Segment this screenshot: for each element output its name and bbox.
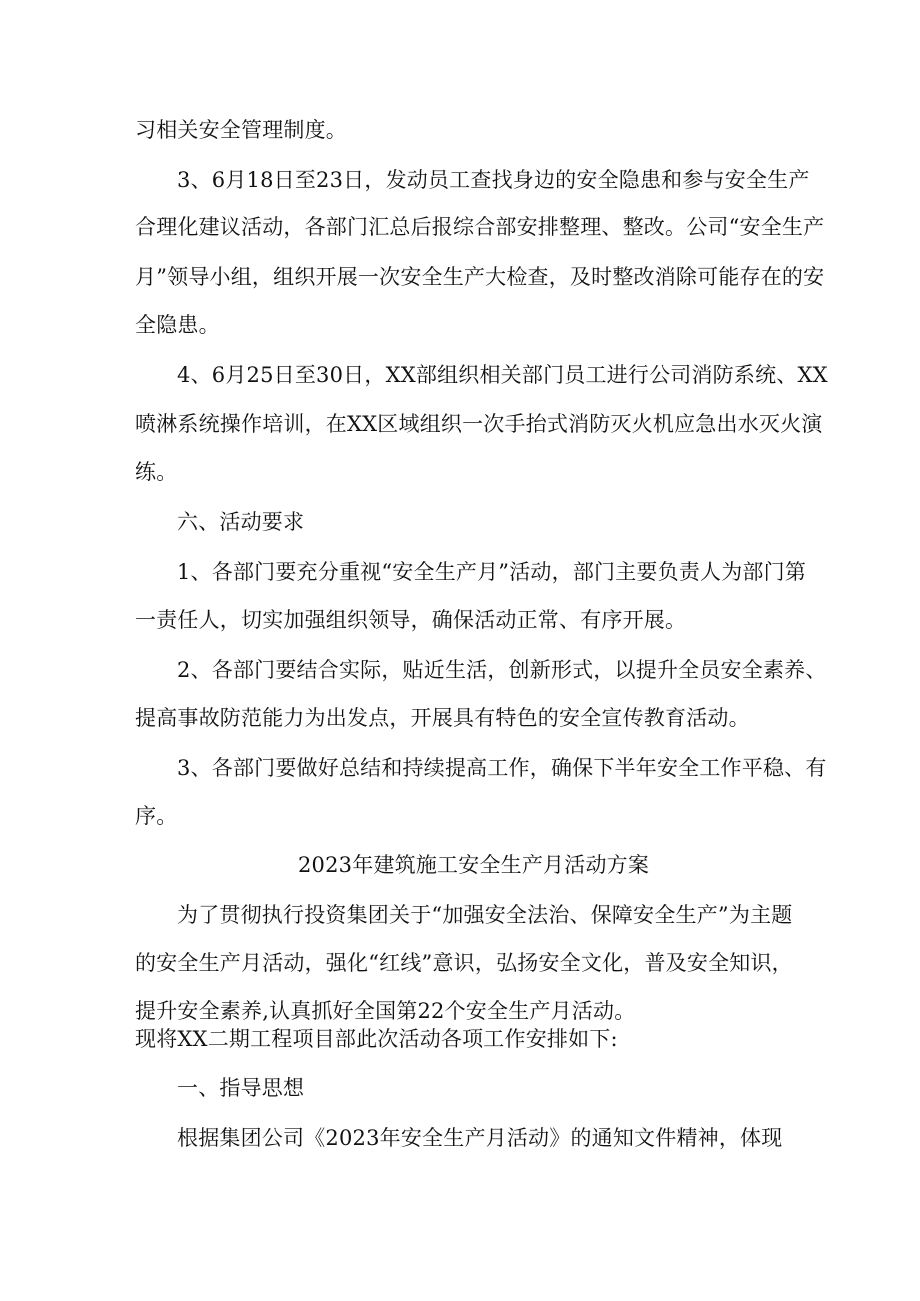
- line-text: 序。: [135, 804, 178, 828]
- line-text: 习相关安全管理制度。: [135, 118, 347, 142]
- line-text: 喷淋系统操作培训，在XX区域组织一次手抬式消防灭火机应急出水灭火演: [135, 412, 823, 436]
- line-text: 六、活动要求: [177, 510, 305, 534]
- line-text: 根据集团公司《2023年安全生产月活动》的通知文件精神，体现: [177, 1126, 783, 1150]
- line-text: 的安全生产月活动，强化“红线”意识，弘扬安全文化，普及安全知识，: [135, 951, 793, 975]
- line-text: 练。: [135, 460, 178, 484]
- line-text: 为了贯彻执行投资集团关于“加强安全法治、保障安全生产”为主题: [177, 903, 793, 927]
- line-text: 现将XX二期工程项目部此次活动各项工作安排如下:: [135, 1027, 618, 1051]
- line-text: 2023年建筑施工安全生产月活动方案: [298, 853, 650, 877]
- line-text: 一责任人，切实加强组织领导，确保活动正常、有序开展。: [135, 608, 687, 632]
- line-text: 一、指导思想: [177, 1076, 305, 1100]
- line-text: 提升安全素养,认真抓好全国第22个安全生产月活动。: [135, 999, 636, 1023]
- line-text: 全隐患。: [135, 313, 220, 337]
- line-text: 3、6月18日至23日，发动员工查找身边的安全隐患和参与安全生产: [177, 168, 810, 192]
- line-text: 2、各部门要结合实际，贴近生活，创新形式，以提升全员安全素养、: [177, 658, 827, 682]
- line-text: 4、6月25日至30日，XX部组织相关部门员工进行公司消防系统、XX: [177, 363, 828, 387]
- line-text: 月”领导小组，组织开展一次安全生产大检查，及时整改消除可能存在的安: [135, 265, 825, 289]
- line-text: 提高事故防范能力为出发点，开展具有特色的安全宣传教育活动。: [135, 706, 750, 730]
- line-text: 1、各部门要充分重视“安全生产月”活动，部门主要负责人为部门第: [177, 560, 807, 584]
- line-text: 3、各部门要做好总结和持续提高工作，确保下半年安全工作平稳、有: [177, 756, 827, 780]
- line-text: 合理化建议活动，各部门汇总后报综合部安排整理、整改。公司“安全生产: [135, 215, 825, 239]
